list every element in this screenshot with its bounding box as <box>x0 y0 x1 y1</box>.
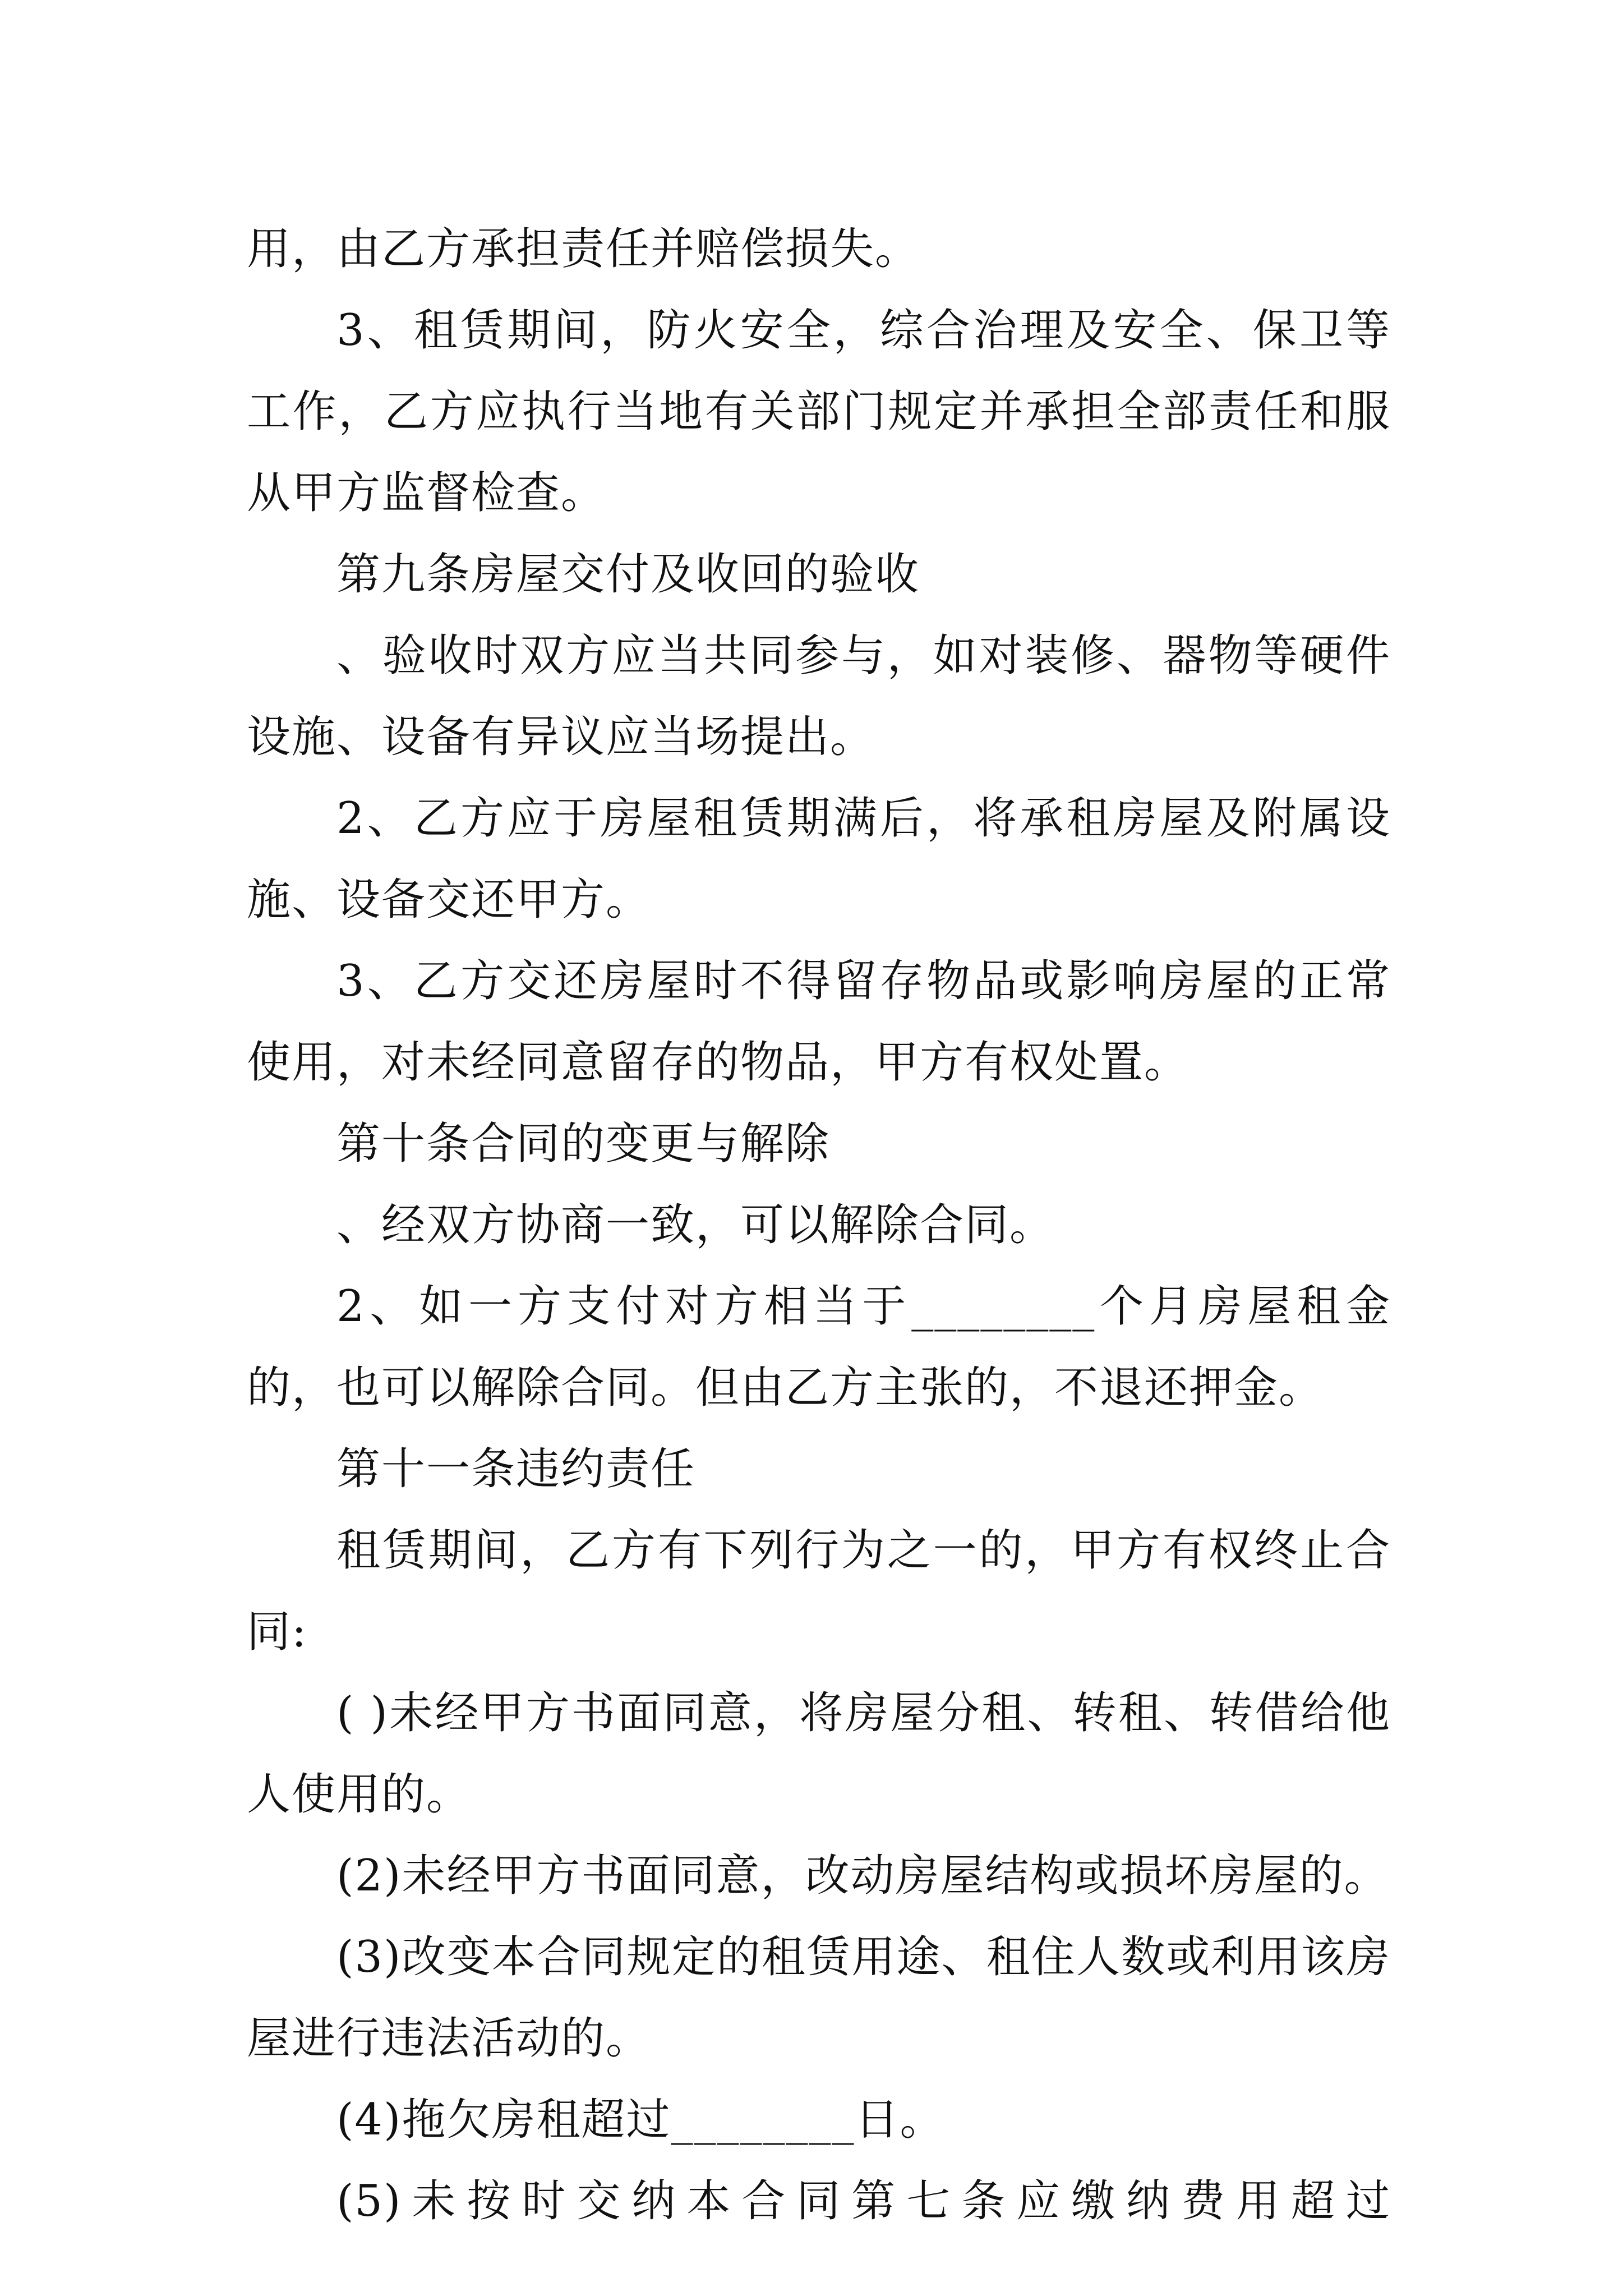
document-body <box>247 209 1391 2242</box>
paragraph-clause-9-3: 3、乙方交还房屋时不得留存物品或影响房屋的正常使用，对未经同意留存的物品，甲方有权处置。 <box>247 956 1391 1088</box>
paragraph-clause-11-intro: 租赁期间，乙方有下列行为之一的，甲方有权终止合同: <box>247 1525 1391 1657</box>
paragraph-clause-10-1: 、经双方协商一致，可以解除合同。 <box>336 1200 1055 1250</box>
paragraph-clause-11-2: (2)未经甲方书面同意，改动房屋结构或损坏房屋的。 <box>336 1851 1389 1901</box>
paragraph-clause-11-1: ( )未经甲方书面同意，将房屋分租、转租、转借给他人使用的。 <box>247 1688 1391 1820</box>
paragraph-continuation: 用，由乙方承担责任并赔偿损失。 <box>247 224 920 274</box>
paragraph-clause-11-4: (4)拖欠房租超过________日。 <box>336 2095 945 2145</box>
article-11-heading: 第十一条违约责任 <box>336 1444 696 1494</box>
paragraph-clause-11-5: (5)未按时交纳本合同第七条应缴纳费用超过 <box>336 2176 1391 2226</box>
article-10-heading: 第十条合同的变更与解除 <box>336 1119 831 1169</box>
paragraph-clause-11-3: (3)改变本合同规定的租赁用途、租住人数或利用该房屋进行违法活动的。 <box>247 1932 1391 2064</box>
paragraph-clause-8-3: 3、租赁期间，防火安全，综合治理及安全、保卫等工作，乙方应执行当地有关部门规定并承担全部责任和服从甲方监督检查。 <box>247 305 1391 518</box>
paragraph-clause-9-2: 2、乙方应于房屋租赁期满后，将承租房屋及附属设施、设备交还甲方。 <box>247 793 1391 925</box>
paragraph-clause-10-2: 2、如一方支付对方相当于________个月房屋租金的，也可以解除合同。但由乙方主张的，不退还押金。 <box>247 1281 1391 1413</box>
paragraph-clause-9-1: 、验收时双方应当共同参与，如对装修、器物等硬件设施、设备有异议应当场提出。 <box>247 631 1391 762</box>
article-9-heading: 第九条房屋交付及收回的验收 <box>336 549 920 600</box>
